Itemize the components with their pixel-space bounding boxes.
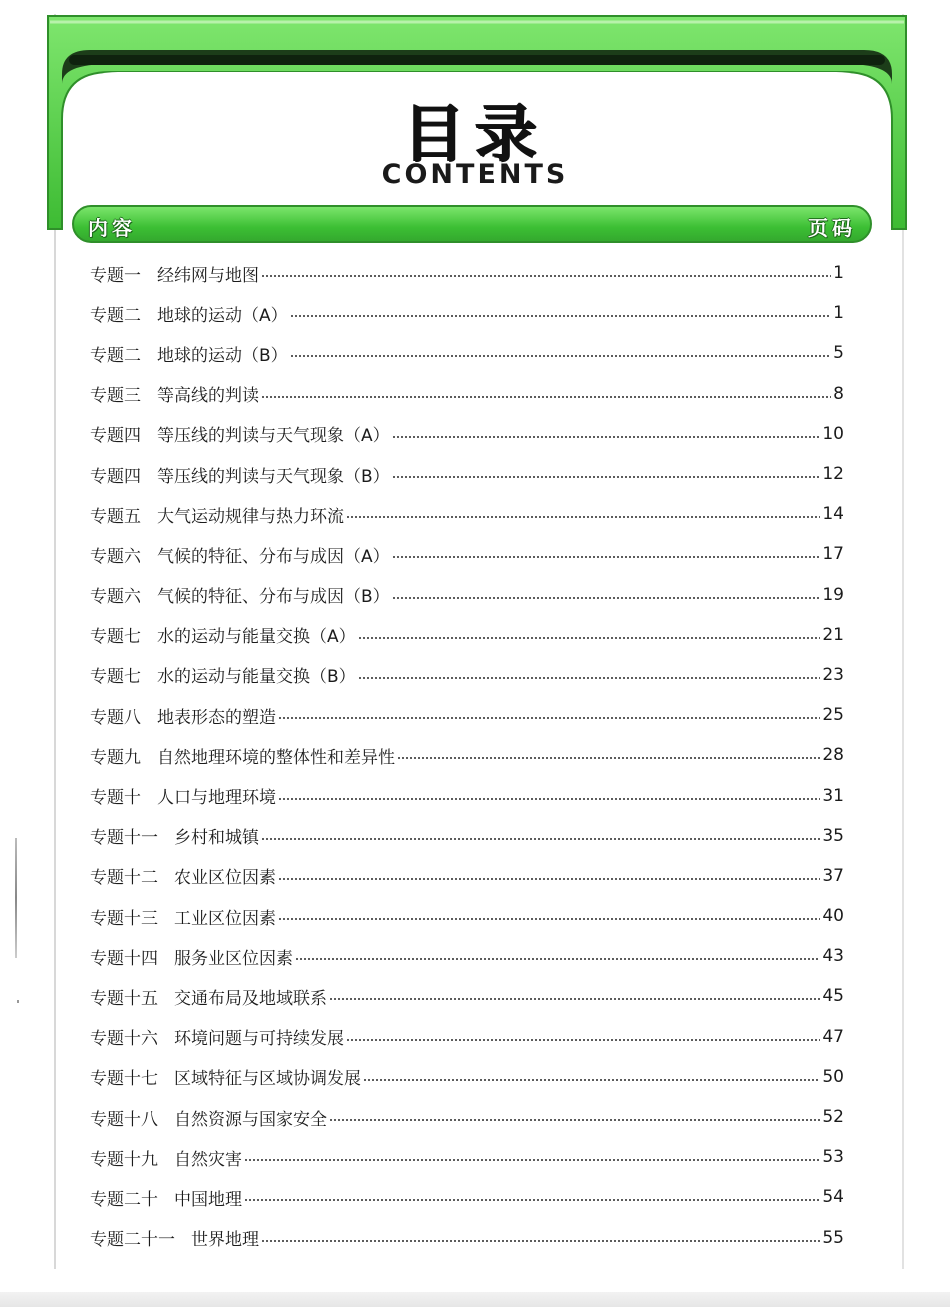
toc-entry-page: 35 bbox=[822, 825, 844, 846]
toc-entry-title: 区域特征与区域协调发展 bbox=[174, 1069, 361, 1090]
toc-entry[interactable] bbox=[90, 615, 844, 655]
dot-leader bbox=[261, 275, 831, 277]
toc-entry[interactable] bbox=[90, 333, 844, 373]
toc-entry[interactable] bbox=[90, 816, 844, 856]
toc-entry-page: 43 bbox=[822, 946, 844, 967]
toc-entry[interactable] bbox=[90, 936, 844, 976]
dot-leader bbox=[290, 355, 832, 357]
dot-leader bbox=[363, 1079, 820, 1081]
dot-leader bbox=[392, 476, 821, 478]
scan-bottom-shadow bbox=[0, 1292, 950, 1307]
toc-entry-page: 52 bbox=[822, 1107, 844, 1128]
toc-entry-number: 专题九 bbox=[90, 747, 141, 768]
toc-entry-page: 47 bbox=[822, 1026, 844, 1047]
page-title-english: CONTENTS bbox=[381, 159, 569, 190]
dot-leader bbox=[397, 757, 820, 759]
toc-entry-page: 14 bbox=[822, 504, 844, 525]
toc-entry-title: 自然灾害 bbox=[174, 1149, 242, 1170]
dot-leader bbox=[392, 436, 821, 438]
toc-entry-page: 54 bbox=[822, 1187, 844, 1208]
toc-entry-number: 专题五 bbox=[90, 506, 141, 527]
toc-entry-number: 专题十七 bbox=[90, 1069, 158, 1090]
toc-entry-page: 23 bbox=[822, 664, 844, 685]
toc-entry[interactable] bbox=[90, 374, 844, 414]
page-title-chinese: 目录 bbox=[402, 97, 547, 170]
toc-entry-number: 专题一 bbox=[90, 265, 141, 286]
toc-entry[interactable] bbox=[90, 253, 844, 293]
toc-entry-number: 专题七 bbox=[90, 627, 141, 648]
toc-entry-page: 5 bbox=[833, 343, 844, 364]
toc-entry-number: 专题二十 bbox=[90, 1189, 158, 1210]
toc-entry-title: 乡村和城镇 bbox=[174, 828, 259, 849]
scan-artifact-dot bbox=[17, 1000, 19, 1003]
toc-entry-page: 10 bbox=[822, 423, 844, 444]
dot-leader bbox=[261, 396, 831, 398]
toc-entry-title: 气候的特征、分布与成因（B） bbox=[157, 587, 390, 608]
toc-entry-title: 人口与地理环境 bbox=[157, 788, 276, 809]
dot-leader bbox=[278, 798, 820, 800]
toc-entry-title: 地球的运动（A） bbox=[157, 305, 288, 326]
dot-leader bbox=[392, 597, 821, 599]
toc-entry[interactable] bbox=[90, 494, 844, 534]
toc-entry[interactable] bbox=[90, 1218, 844, 1258]
toc-entry-title: 地球的运动（B） bbox=[157, 345, 288, 366]
toc-entry-number: 专题十三 bbox=[90, 908, 158, 929]
toc-entry-title: 交通布局及地域联系 bbox=[174, 988, 327, 1009]
dot-leader bbox=[290, 315, 832, 317]
toc-entry-page: 1 bbox=[833, 303, 844, 324]
toc-entry-title: 水的运动与能量交换（A） bbox=[157, 627, 356, 648]
toc-entry[interactable] bbox=[90, 735, 844, 775]
toc-entry-page: 40 bbox=[822, 906, 844, 927]
toc-entry[interactable] bbox=[90, 655, 844, 695]
toc-entry-page: 21 bbox=[822, 624, 844, 645]
toc-entry[interactable] bbox=[90, 534, 844, 574]
toc-entry-page: 28 bbox=[822, 745, 844, 766]
toc-entry[interactable] bbox=[90, 1057, 844, 1097]
dot-leader bbox=[346, 1039, 820, 1041]
toc-entry-title: 自然地理环境的整体性和差异性 bbox=[157, 747, 395, 768]
toc-entry-title: 气候的特征、分布与成因（A） bbox=[157, 546, 390, 567]
column-header-page: 页码 bbox=[808, 216, 856, 240]
toc-entry-page: 25 bbox=[822, 705, 844, 726]
toc-entry-page: 8 bbox=[833, 383, 844, 404]
toc-entry-number: 专题二十一 bbox=[90, 1230, 175, 1251]
dot-leader bbox=[358, 637, 821, 639]
toc-entry-number: 专题三 bbox=[90, 386, 141, 407]
toc-entry-page: 50 bbox=[822, 1066, 844, 1087]
toc-entry[interactable] bbox=[90, 1177, 844, 1217]
toc-entry-title: 环境问题与可持续发展 bbox=[174, 1029, 344, 1050]
toc-entry-number: 专题十 bbox=[90, 788, 141, 809]
toc-entry[interactable] bbox=[90, 454, 844, 494]
toc-entry-page: 31 bbox=[822, 785, 844, 806]
toc-entry-title: 世界地理 bbox=[191, 1230, 259, 1251]
toc-entry[interactable] bbox=[90, 775, 844, 815]
toc-entry-title: 服务业区位因素 bbox=[174, 948, 293, 969]
toc-entry-number: 专题六 bbox=[90, 587, 141, 608]
dot-leader bbox=[329, 1119, 820, 1121]
toc-entry[interactable] bbox=[90, 1017, 844, 1057]
dot-leader bbox=[295, 958, 820, 960]
toc-list bbox=[90, 253, 844, 1258]
toc-entry[interactable] bbox=[90, 695, 844, 735]
toc-entry-number: 专题十五 bbox=[90, 988, 158, 1009]
toc-entry-title: 等压线的判读与天气现象（A） bbox=[157, 426, 390, 447]
toc-entry-number: 专题六 bbox=[90, 546, 141, 567]
toc-entry-title: 地表形态的塑造 bbox=[157, 707, 276, 728]
dot-leader bbox=[358, 677, 821, 679]
toc-entry-title: 大气运动规律与热力环流 bbox=[157, 506, 344, 527]
toc-entry-page: 19 bbox=[822, 584, 844, 605]
toc-entry-title: 等压线的判读与天气现象（B） bbox=[157, 466, 390, 487]
toc-entry-title: 农业区位因素 bbox=[174, 868, 276, 889]
toc-entry-page: 12 bbox=[822, 464, 844, 485]
toc-entry[interactable] bbox=[90, 575, 844, 615]
toc-entry-page: 37 bbox=[822, 865, 844, 886]
toc-entry-number: 专题十八 bbox=[90, 1109, 158, 1130]
toc-entry-title: 自然资源与国家安全 bbox=[174, 1109, 327, 1130]
toc-header-bar bbox=[72, 205, 872, 243]
dot-leader bbox=[261, 838, 820, 840]
toc-entry-number: 专题十一 bbox=[90, 828, 158, 849]
toc-entry-page: 17 bbox=[822, 544, 844, 565]
toc-entry-number: 专题十九 bbox=[90, 1149, 158, 1170]
toc-entry-number: 专题十二 bbox=[90, 868, 158, 889]
toc-entry-number: 专题七 bbox=[90, 667, 141, 688]
dot-leader bbox=[244, 1199, 820, 1201]
toc-entry[interactable] bbox=[90, 414, 844, 454]
toc-entry-number: 专题十四 bbox=[90, 948, 158, 969]
toc-entry-page: 1 bbox=[833, 263, 844, 284]
toc-entry-title: 等高线的判读 bbox=[157, 386, 259, 407]
dot-leader bbox=[278, 918, 820, 920]
toc-entry[interactable] bbox=[90, 896, 844, 936]
toc-entry-title: 中国地理 bbox=[174, 1189, 242, 1210]
toc-entry-number: 专题十六 bbox=[90, 1029, 158, 1050]
toc-entry-number: 专题四 bbox=[90, 466, 141, 487]
toc-entry[interactable] bbox=[90, 1097, 844, 1137]
scan-artifact-line bbox=[15, 838, 17, 958]
dot-leader bbox=[346, 516, 820, 518]
toc-entry-number: 专题二 bbox=[90, 305, 141, 326]
dot-leader bbox=[392, 556, 821, 558]
toc-entry[interactable] bbox=[90, 856, 844, 896]
toc-entry-title: 经纬网与地图 bbox=[157, 265, 259, 286]
toc-entry[interactable] bbox=[90, 293, 844, 333]
toc-entry[interactable] bbox=[90, 1137, 844, 1177]
toc-entry-page: 53 bbox=[822, 1147, 844, 1168]
toc-entry[interactable] bbox=[90, 976, 844, 1016]
toc-entry-number: 专题二 bbox=[90, 345, 141, 366]
dot-leader bbox=[261, 1240, 820, 1242]
toc-entry-number: 专题八 bbox=[90, 707, 141, 728]
toc-entry-page: 45 bbox=[822, 986, 844, 1007]
toc-entry-title: 水的运动与能量交换（B） bbox=[157, 667, 356, 688]
dot-leader bbox=[244, 1159, 820, 1161]
column-header-contents: 内容 bbox=[88, 216, 136, 240]
dot-leader bbox=[278, 717, 820, 719]
toc-entry-title: 工业区位因素 bbox=[174, 908, 276, 929]
toc-entry-number: 专题四 bbox=[90, 426, 141, 447]
toc-entry-page: 55 bbox=[822, 1227, 844, 1248]
dot-leader bbox=[278, 878, 820, 880]
dot-leader bbox=[329, 998, 820, 1000]
